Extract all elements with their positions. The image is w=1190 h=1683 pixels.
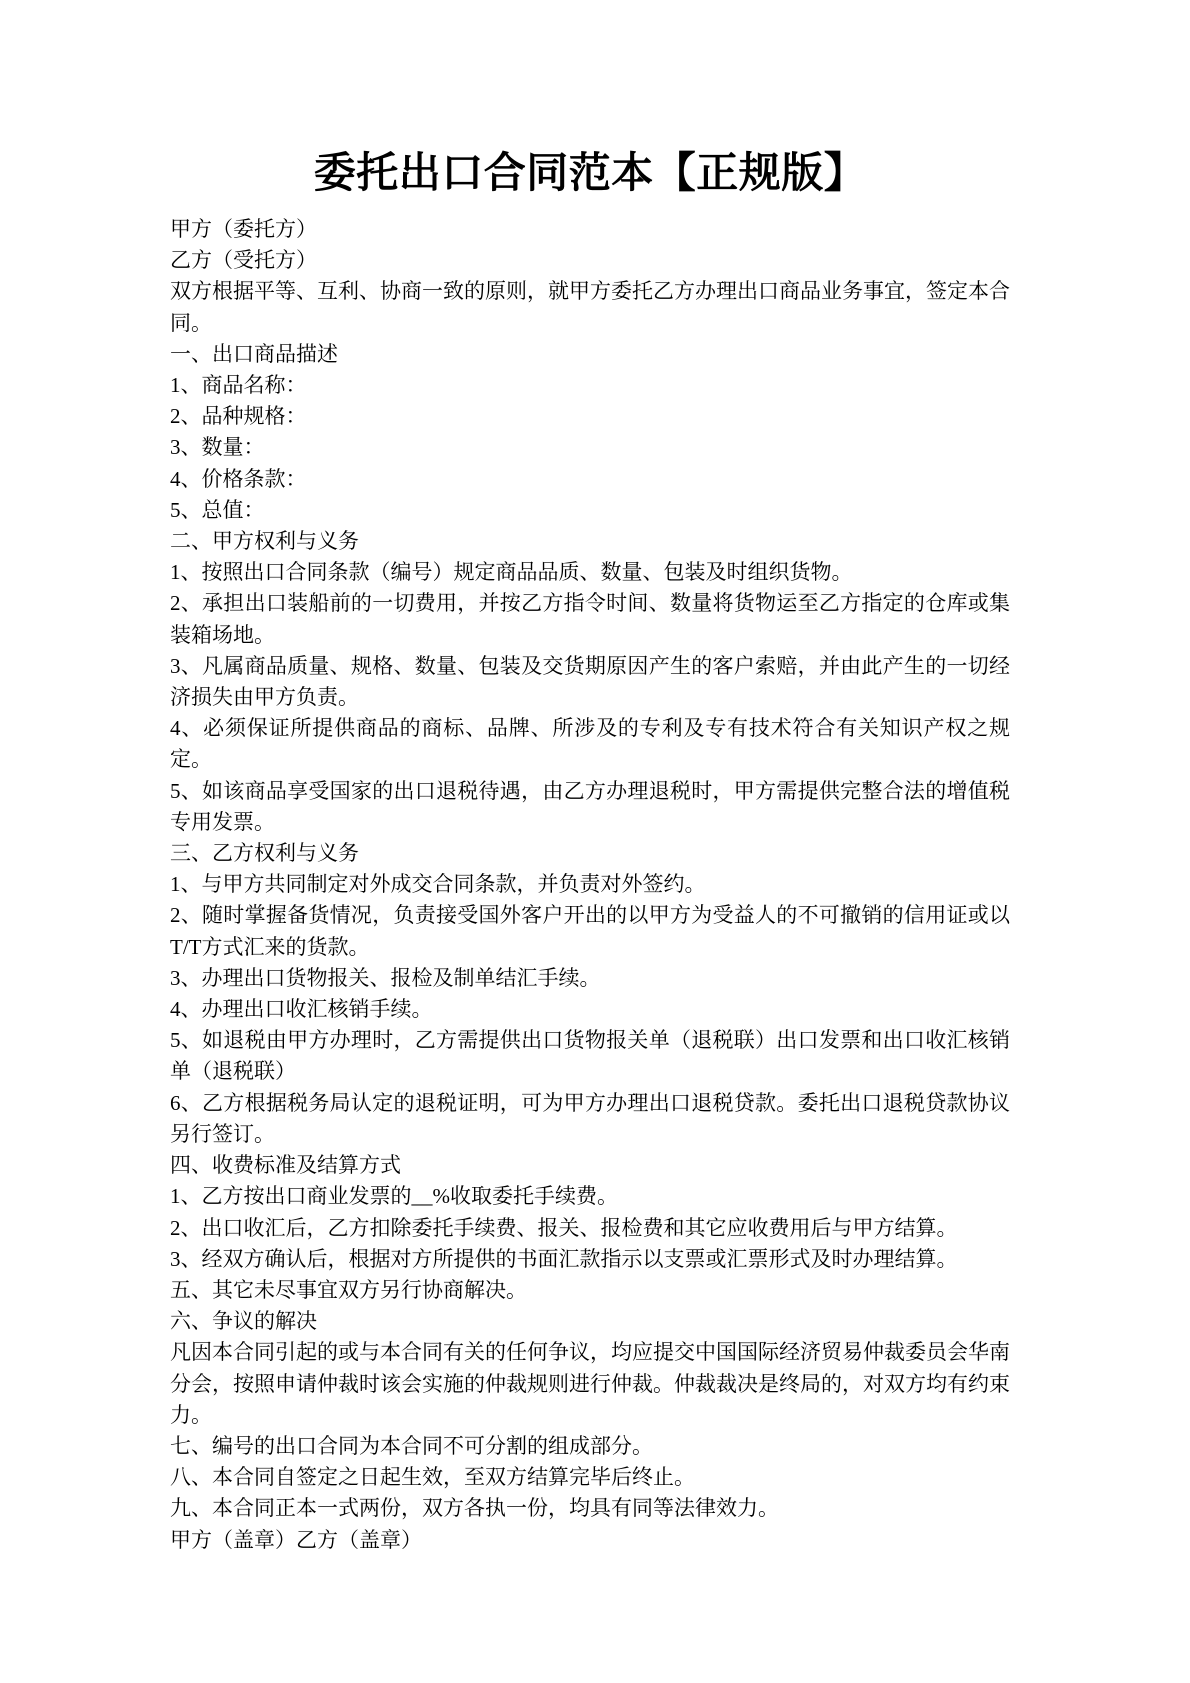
paragraph: 2、承担出口装船前的一切费用，并按乙方指令时间、数量将货物运至乙方指定的仓库或集装箱场地。 [170, 591, 1010, 647]
paragraph: 1、按照出口合同条款（编号）规定商品品质、数量、包装及时组织货物。 [170, 560, 853, 585]
section-5-heading: 五、其它未尽事宜双方另行协商解决。 [170, 1277, 527, 1302]
section-3-heading: 三、乙方权利与义务 [170, 841, 359, 866]
section-4-heading: 四、收费标准及结算方式 [170, 1153, 401, 1178]
paragraph: 2、随时掌握备货情况，负责接受国外客户开出的以甲方为受益人的不可撤销的信用证或以T/T方式汇来的货款。 [170, 903, 1010, 959]
paragraph: 5、如该商品享受国家的出口退税待遇，由乙方办理退税时，甲方需提供完整合法的增值税专用发票。 [170, 778, 1010, 834]
paragraph: 4、必须保证所提供商品的商标、品牌、所涉及的专利及专有技术符合有关知识产权之规定。 [170, 716, 1010, 772]
paragraph-party-a: 甲方（委托方） [170, 217, 317, 241]
paragraph: 4、办理出口收汇核销手续。 [170, 997, 433, 1022]
document-title: 委托出口合同范本【正规版】 [313, 151, 867, 197]
document-content [170, 148, 1010, 1556]
section-6-heading: 六、争议的解决 [170, 1309, 317, 1334]
section-8-heading: 八、本合同自签定之日起生效，至双方结算完毕后终止。 [170, 1465, 695, 1490]
paragraph: 2、品种规格： [170, 404, 307, 429]
paragraph: 3、办理出口货物报关、报检及制单结汇手续。 [170, 965, 601, 990]
paragraph-preamble: 双方根据平等、互利、协商一致的原则，就甲方委托乙方办理出口商品业务事宜，签定本合同。 [170, 279, 1010, 335]
paragraph: 5、如退税由甲方办理时，乙方需提供出口货物报关单（退税联）出口发票和出口收汇核销单（退税联） [170, 1028, 1010, 1084]
paragraph: 6、乙方根据税务局认定的退税证明，可为甲方办理出口退税贷款。委托出口退税贷款协议另行签订。 [170, 1090, 1010, 1146]
paragraph: 3、数量： [170, 435, 265, 460]
paragraph-list [170, 214, 1010, 1556]
paragraph: 3、凡属商品质量、规格、数量、包装及交货期原因产生的客户索赔，并由此产生的一切经济损失由甲方负责。 [170, 653, 1010, 710]
paragraph-party-b: 乙方（受托方） [170, 248, 317, 273]
section-7-heading: 七、编号的出口合同为本合同不可分割的组成部分。 [170, 1433, 653, 1458]
paragraph: 凡因本合同引起的或与本合同有关的任何争议，均应提交中国国际经济贸易仲裁委员会华南分会，按照申请仲裁时该会实施的仲裁规则进行仲裁。仲裁裁决是终局的，对双方均有约束力。 [170, 1340, 1010, 1427]
paragraph: 1、商品名称： [170, 373, 307, 398]
paragraph: 3、经双方确认后，根据对方所提供的书面汇款指示以支票或汇票形式及时办理结算。 [170, 1246, 958, 1271]
paragraph-signature: 甲方（盖章）乙方（盖章） [170, 1527, 422, 1552]
paragraph: 5、总值： [170, 497, 265, 522]
section-2-heading: 二、甲方权利与义务 [170, 529, 359, 554]
section-9-heading: 九、本合同正本一式两份，双方各执一份，均具有同等法律效力。 [170, 1496, 779, 1521]
paragraph: 2、出口收汇后，乙方扣除委托手续费、报关、报检费和其它应收费用后与甲方结算。 [170, 1215, 958, 1240]
paragraph: 4、价格条款： [170, 466, 307, 491]
section-1-heading: 一、出口商品描述 [170, 341, 338, 366]
paragraph: 1、乙方按出口商业发票的__%收取委托手续费。 [170, 1184, 618, 1209]
paragraph: 1、与甲方共同制定对外成交合同条款，并负责对外签约。 [170, 872, 706, 897]
